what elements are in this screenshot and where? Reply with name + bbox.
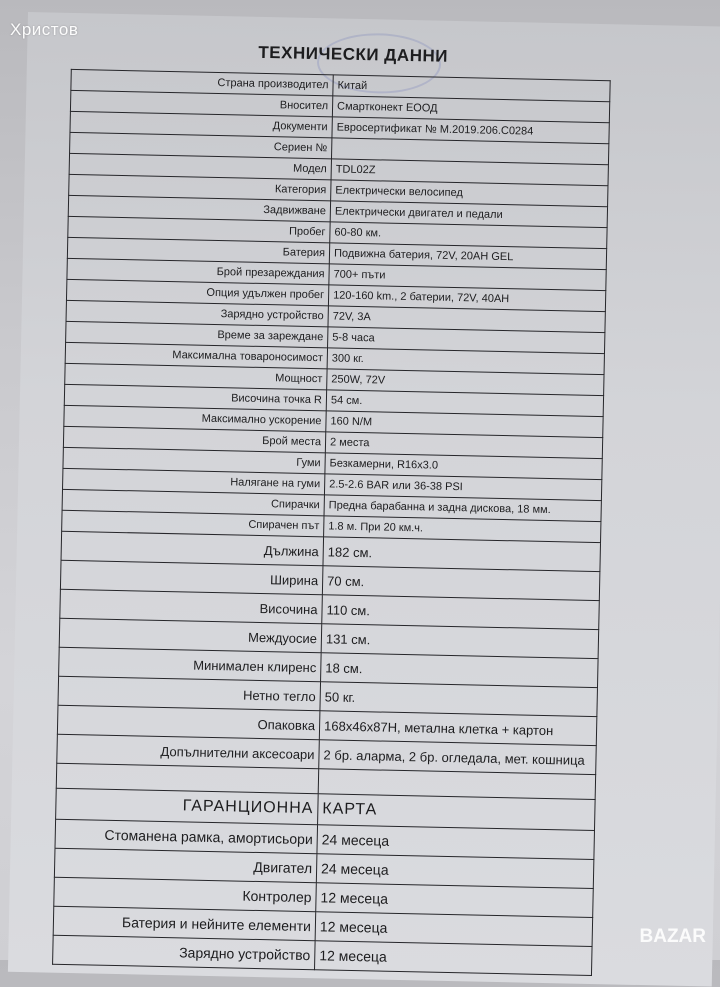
dim-row-label: Опаковка [57,705,320,739]
spec-row-value: 700+ пъти [329,264,606,291]
spec-row-label: Документи [70,111,332,137]
spec-row-value: Евросертификат № М.2019.206.С0284 [332,117,609,144]
dim-row-label: Дължина [61,531,324,565]
spec-row-label: Спирачен път [62,510,324,536]
spec-row-label: Модел [69,153,331,179]
warranty-row-value: 12 месеца [315,912,593,947]
spec-row-label: Мощност [65,363,327,389]
spec-row-value: Електрически велосипед [331,180,608,207]
spec-row-value: Безкамерни, R16x3.0 [325,453,602,480]
watermark-text: Христов [10,20,79,39]
warranty-row-label: Батерия и нейните елементи [53,906,316,940]
spec-row-value: 2 места [325,432,602,459]
dim-row-value: 131 см. [321,624,599,659]
spec-row-value: 54 см. [326,390,603,417]
spec-row-label: Сериен № [70,132,332,158]
spec-row-value: 250W, 72V [327,369,604,396]
spec-row-label: Категория [69,174,331,200]
brand-logo: BAZAR [639,926,706,947]
dim-row-label: Височина [60,589,323,623]
dim-row-label: Допълнителни аксесоари [57,734,320,768]
spec-row-value: 2.5-2.6 BAR или 36-38 PSI [324,474,601,501]
spec-row-label: Брой презареждания [67,258,329,284]
spec-row-value: 5-8 часа [328,327,605,354]
spec-row-value: TDL02Z [331,159,608,186]
spec-row-label: Максимална товароносимост [65,342,327,368]
spec-row-label: Височина точка R [64,384,326,410]
warranty-header-label: ГАРАНЦИОННА [56,788,319,824]
spec-row-label: Вносител [70,90,332,116]
spec-row-label: Зарядно устройство [66,300,328,326]
warranty-row-value: 12 месеца [316,883,594,918]
spec-row-label: Налягане на гуми [63,468,325,494]
dim-row-label: Нетно тегло [58,676,321,710]
spec-row-value: Електрически двигател и педали [330,201,607,228]
warranty-row-label: Контролер [54,877,317,911]
spec-row-value: Смартконект ЕООД [332,96,609,123]
warranty-header-value: КАРТА [318,794,596,831]
dim-row-value: 168x46x87H, метална клетка + картон [319,711,597,746]
spec-row-value: Подвижна батерия, 72V, 20AH GEL [329,243,606,270]
spec-table [52,69,611,976]
warranty-row-label: Зарядно устройство [53,935,316,969]
spec-row-value: 1.8 м. При 20 км.ч. [324,516,601,543]
warranty-row-value: 24 месеца [316,854,594,889]
spec-row-label: Страна производител [71,69,333,95]
warranty-row-value: 24 месеца [317,825,595,860]
dim-row-label: Междуосие [59,618,322,652]
dim-row-value: 18 см. [321,653,599,688]
dim-row-value: 50 кг. [320,682,598,717]
spec-row-label: Време за зареждане [66,321,328,347]
document-sheet [8,12,720,987]
warranty-row-label: Стоманена рамка, амортисьори [55,819,318,853]
dim-row-value: 182 см. [323,537,601,572]
page-title: ТЕХНИЧЕСКИ ДАННИ [258,42,449,66]
spec-row-value: Предна барабанна и задна дискова, 18 мм. [324,495,601,522]
spec-row-label: Пробег [68,216,330,242]
dim-row-value: 2 бр. аларма, 2 бр. огледала, мет. кошница [319,740,597,775]
spec-row-value: 72V, 3A [328,306,605,333]
spec-row-value: 160 N/M [326,411,603,438]
dim-row-label: Ширина [60,560,323,594]
spec-row-value: 120-160 km., 2 батерии, 72V, 40AH [328,285,605,312]
warranty-row-value: 12 месеца [315,941,593,976]
spec-row-label: Батерия [67,237,329,263]
spec-row-label: Задвижване [68,195,330,221]
spec-row-label: Гуми [63,447,325,473]
dim-row-value: 70 см. [322,566,600,601]
spec-row-label: Спирачки [62,489,324,515]
spec-row-label: Брой места [63,426,325,452]
spec-row-value: 60-80 км. [330,222,607,249]
spec-row-value: Китай [333,75,610,102]
spec-row-value: 300 кг. [327,348,604,375]
dim-row-label: Минимален клиренс [59,647,322,681]
spec-row-label: Опция удължен пробег [66,279,328,305]
dim-row-value: 110 см. [322,595,600,630]
warranty-row-label: Двигател [54,848,317,882]
spec-row-label: Максимално ускорение [64,405,326,431]
